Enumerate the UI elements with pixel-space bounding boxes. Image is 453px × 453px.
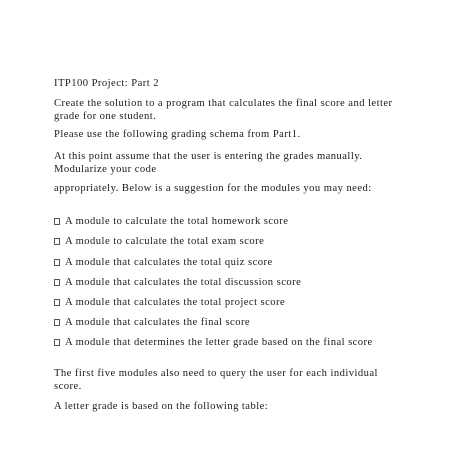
document-page [54, 0, 414, 453]
checkbox-icon [54, 218, 60, 225]
table-intro-paragraph: A letter grade is based on the following table: [54, 401, 269, 412]
module-label: A module that determines the letter grade based on the final score [65, 337, 373, 348]
module-label: A module that calculates the final score [65, 317, 251, 328]
checkbox-icon [54, 319, 60, 326]
module-label: A module that calculates the total project score [65, 297, 286, 308]
module-label: A module that calculates the total discussion score [65, 277, 302, 288]
intro-paragraph: Create the solution to a program that calculates the final score and letter grade for one student. [54, 98, 393, 122]
modularize-paragraph: appropriately. Below is a suggestion for the modules you may need: [54, 183, 372, 194]
schema-paragraph: Please use the following grading schema from Part1. [54, 129, 301, 140]
module-list-item [54, 277, 404, 290]
document-title: ITP100 Project: Part 2 [54, 78, 159, 89]
checkbox-icon [54, 299, 60, 306]
query-paragraph: The first five modules also need to query the user for each individual score. [54, 368, 378, 392]
module-list-item [54, 257, 404, 270]
assume-paragraph: At this point assume that the user is entering the grades manually. Modularize your code [54, 151, 363, 175]
module-label: A module to calculate the total homework score [65, 216, 289, 227]
checkbox-icon [54, 259, 60, 266]
checkbox-icon [54, 339, 60, 346]
module-list-item [54, 317, 404, 330]
checkbox-icon [54, 279, 60, 286]
module-list-item [54, 216, 404, 229]
module-list-item [54, 297, 404, 310]
module-list-item [54, 337, 404, 350]
module-list-item [54, 236, 404, 249]
module-label: A module to calculate the total exam score [65, 236, 265, 247]
checkbox-icon [54, 238, 60, 245]
module-label: A module that calculates the total quiz score [65, 257, 273, 268]
